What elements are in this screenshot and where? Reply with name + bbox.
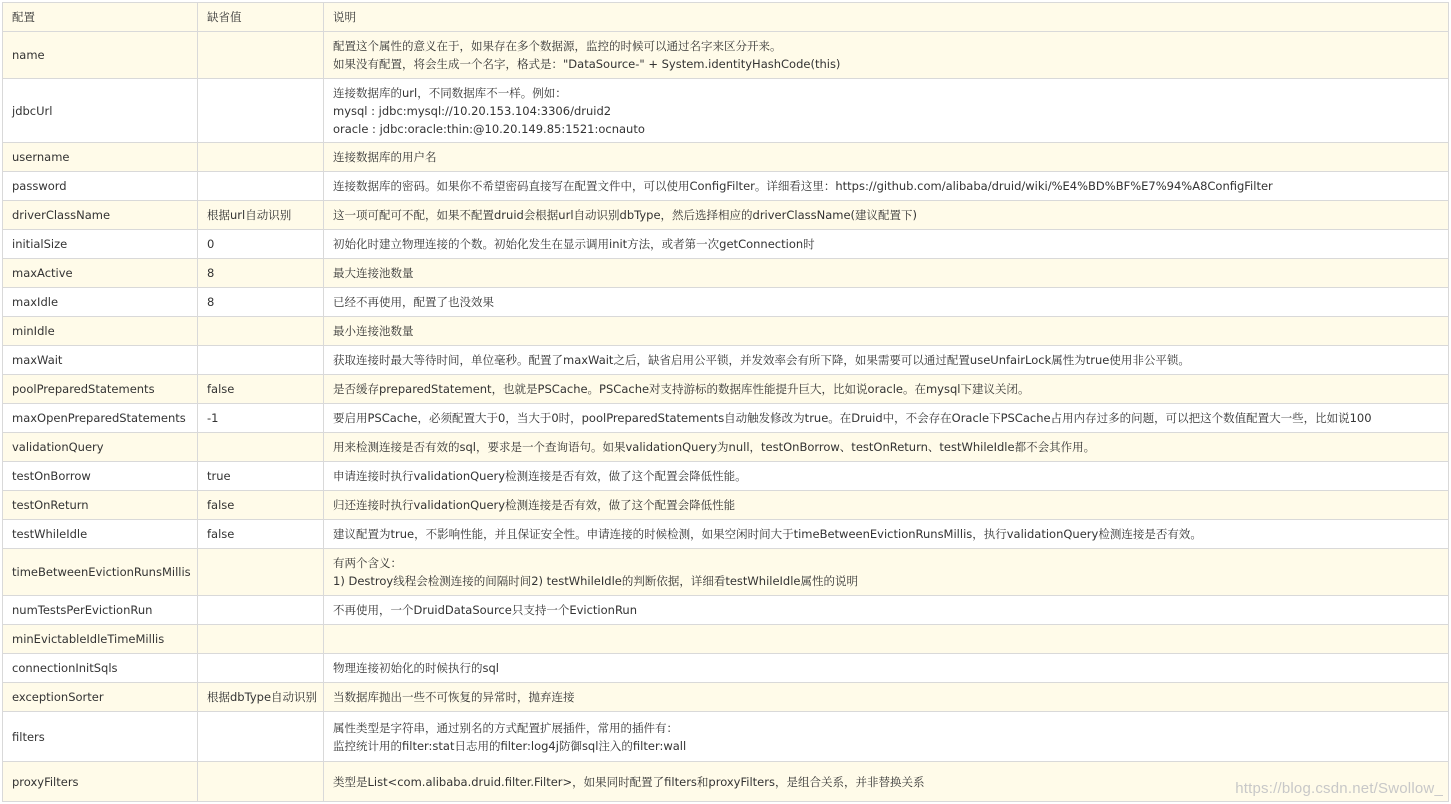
- description-line: 如果没有配置，将会生成一个名字，格式是："DataSource-" + System.identityHashCode(this): [333, 57, 841, 71]
- description-line: 申请连接时执行validationQuery检测连接是否有效，做了这个配置会降低性能。: [333, 469, 747, 483]
- description-line: 获取连接时最大等待时间，单位毫秒。配置了maxWait之后，缺省启用公平锁，并发效率会有所下降，如果需要可以通过配置useUnfairLock属性为true使用非公平锁。: [333, 353, 1190, 367]
- cell-config-name: minEvictableIdleTimeMillis: [3, 625, 198, 654]
- header-config: 配置: [3, 3, 198, 32]
- table-row: [3, 520, 1449, 549]
- cell-default-value: false: [198, 520, 324, 549]
- cell-description: [324, 317, 1449, 346]
- cell-config-name: driverClassName: [3, 201, 198, 230]
- table-row: [3, 201, 1449, 230]
- table-row: [3, 762, 1449, 802]
- header-default: 缺省值: [198, 3, 324, 32]
- cell-default-value: 根据dbType自动识别: [198, 683, 324, 712]
- cell-config-name: maxWait: [3, 346, 198, 375]
- cell-config-name: validationQuery: [3, 433, 198, 462]
- cell-config-name: connectionInitSqls: [3, 654, 198, 683]
- cell-description: [324, 549, 1449, 596]
- table-row: [3, 654, 1449, 683]
- description-line: 要启用PSCache，必须配置大于0，当大于0时，poolPreparedStatements自动触发修改为true。在Druid中，不会存在Oracle下PSCache占用内存过多的问题，可以把这个数值配置大一些，比如说100: [333, 411, 1372, 425]
- cell-default-value: [198, 79, 324, 143]
- druid-config-table: [2, 2, 1449, 802]
- cell-default-value: [198, 654, 324, 683]
- cell-config-name: proxyFilters: [3, 762, 198, 802]
- description-line: 建议配置为true，不影响性能，并且保证安全性。申请连接的时候检测，如果空闲时间大于timeBetweenEvictionRunsMillis，执行validationQuery检测连接是否有效。: [333, 527, 1202, 541]
- description-line: 连接数据库的url，不同数据库不一样。例如：: [333, 85, 567, 100]
- table-row: [3, 404, 1449, 433]
- cell-description: [324, 201, 1449, 230]
- cell-default-value: false: [198, 491, 324, 520]
- cell-description: [324, 683, 1449, 712]
- cell-config-name: testOnReturn: [3, 491, 198, 520]
- description-line: oracle : jdbc:oracle:thin:@10.20.149.85:1521:ocnauto: [333, 121, 645, 136]
- cell-description: [324, 491, 1449, 520]
- cell-description: [324, 79, 1449, 143]
- cell-config-name: timeBetweenEvictionRunsMillis: [3, 549, 198, 596]
- table-row: [3, 317, 1449, 346]
- cell-config-name: maxIdle: [3, 288, 198, 317]
- cell-default-value: [198, 625, 324, 654]
- description-line: 当数据库抛出一些不可恢复的异常时，抛弃连接: [333, 690, 575, 704]
- cell-default-value: true: [198, 462, 324, 491]
- cell-default-value: [198, 317, 324, 346]
- table-row: [3, 143, 1449, 172]
- cell-description: [324, 259, 1449, 288]
- cell-default-value: -1: [198, 404, 324, 433]
- cell-description: [324, 462, 1449, 491]
- table-row: [3, 172, 1449, 201]
- description-line: 有两个含义：: [333, 556, 402, 570]
- description-line: 1) Destroy线程会检测连接的间隔时间2) testWhileIdle的判断依据，详细看testWhileIdle属性的说明: [333, 574, 859, 588]
- description-line: 不再使用，一个DruidDataSource只支持一个EvictionRun: [333, 603, 637, 617]
- cell-default-value: [198, 32, 324, 79]
- cell-config-name: username: [3, 143, 198, 172]
- cell-default-value: [198, 143, 324, 172]
- cell-default-value: 0: [198, 230, 324, 259]
- cell-config-name: filters: [3, 712, 198, 762]
- table-row: [3, 32, 1449, 79]
- cell-description: [324, 346, 1449, 375]
- table-row: [3, 288, 1449, 317]
- cell-default-value: [198, 712, 324, 762]
- table-row: [3, 491, 1449, 520]
- cell-default-value: 8: [198, 259, 324, 288]
- cell-config-name: testWhileIdle: [3, 520, 198, 549]
- table-body: [3, 32, 1449, 802]
- table-header-row: [3, 3, 1449, 32]
- cell-default-value: [198, 762, 324, 802]
- description-line: mysql : jdbc:mysql://10.20.153.104:3306/druid2: [333, 103, 612, 118]
- cell-description: [324, 288, 1449, 317]
- table-row: [3, 462, 1449, 491]
- cell-description: [324, 32, 1449, 79]
- table-row: [3, 230, 1449, 259]
- header-description: 说明: [324, 3, 1449, 32]
- cell-description: [324, 143, 1449, 172]
- watermark-text: https://blog.csdn.net/Swollow_: [1235, 780, 1443, 797]
- description-line: 初始化时建立物理连接的个数。初始化发生在显示调用init方法，或者第一次getConnection时: [333, 237, 815, 251]
- cell-description: [324, 375, 1449, 404]
- description-line: 属性类型是字符串，通过别名的方式配置扩展插件，常用的插件有：: [333, 720, 678, 735]
- cell-config-name: minIdle: [3, 317, 198, 346]
- table-row: [3, 433, 1449, 462]
- table-row: [3, 596, 1449, 625]
- cell-description: [324, 625, 1449, 654]
- description-line: 连接数据库的用户名: [333, 150, 437, 164]
- cell-description: [324, 404, 1449, 433]
- cell-default-value: [198, 549, 324, 596]
- cell-config-name: password: [3, 172, 198, 201]
- description-line: 最大连接池数量: [333, 266, 414, 280]
- description-line: 是否缓存preparedStatement，也就是PSCache。PSCache对支持游标的数据库性能提升巨大，比如说oracle。在mysql下建议关闭。: [333, 382, 1030, 396]
- table-row: [3, 79, 1449, 143]
- cell-description: [324, 230, 1449, 259]
- cell-config-name: poolPreparedStatements: [3, 375, 198, 404]
- description-line: 最小连接池数量: [333, 324, 414, 338]
- description-line: 已经不再使用，配置了也没效果: [333, 295, 494, 309]
- description-line: 用来检测连接是否有效的sql，要求是一个查询语句。如果validationQuery为null，testOnBorrow、testOnReturn、testWhileIdle都不会其作用。: [333, 440, 1096, 454]
- table-row: [3, 712, 1449, 762]
- cell-config-name: name: [3, 32, 198, 79]
- cell-default-value: [198, 172, 324, 201]
- cell-default-value: [198, 596, 324, 625]
- cell-default-value: 根据url自动识别: [198, 201, 324, 230]
- cell-config-name: testOnBorrow: [3, 462, 198, 491]
- cell-default-value: 8: [198, 288, 324, 317]
- cell-default-value: [198, 433, 324, 462]
- description-line: 监控统计用的filter:stat日志用的filter:log4j防御sql注入的filter:wall: [333, 738, 687, 753]
- table-row: [3, 549, 1449, 596]
- description-line: 连接数据库的密码。如果你不希望密码直接写在配置文件中，可以使用ConfigFilter。详细看这里：https://github.com/alibaba/druid/wiki/%E4%BD%BF%E7%94%A8ConfigFilter: [333, 179, 1273, 193]
- cell-config-name: maxOpenPreparedStatements: [3, 404, 198, 433]
- cell-description: [324, 172, 1449, 201]
- table-row: [3, 346, 1449, 375]
- cell-config-name: jdbcUrl: [3, 79, 198, 143]
- description-line: 这一项可配可不配，如果不配置druid会根据url自动识别dbType，然后选择相应的driverClassName(建议配置下): [333, 208, 918, 222]
- cell-description: [324, 654, 1449, 683]
- cell-config-name: exceptionSorter: [3, 683, 198, 712]
- cell-config-name: initialSize: [3, 230, 198, 259]
- description-line: 物理连接初始化的时候执行的sql: [333, 661, 499, 675]
- cell-description: [324, 712, 1449, 762]
- cell-description: [324, 433, 1449, 462]
- cell-config-name: numTestsPerEvictionRun: [3, 596, 198, 625]
- cell-description: [324, 596, 1449, 625]
- table-row: [3, 259, 1449, 288]
- cell-description: [324, 520, 1449, 549]
- description-line: 类型是List<com.alibaba.druid.filter.Filter>，如果同时配置了filters和proxyFilters，是组合关系，并非替换关系: [333, 774, 925, 789]
- table-row: [3, 625, 1449, 654]
- table-row: [3, 683, 1449, 712]
- description-line: 归还连接时执行validationQuery检测连接是否有效，做了这个配置会降低性能: [333, 498, 736, 512]
- description-line: 配置这个属性的意义在于，如果存在多个数据源，监控的时候可以通过名字来区分开来。: [333, 39, 782, 53]
- cell-default-value: false: [198, 375, 324, 404]
- table-row: [3, 375, 1449, 404]
- cell-default-value: [198, 346, 324, 375]
- cell-config-name: maxActive: [3, 259, 198, 288]
